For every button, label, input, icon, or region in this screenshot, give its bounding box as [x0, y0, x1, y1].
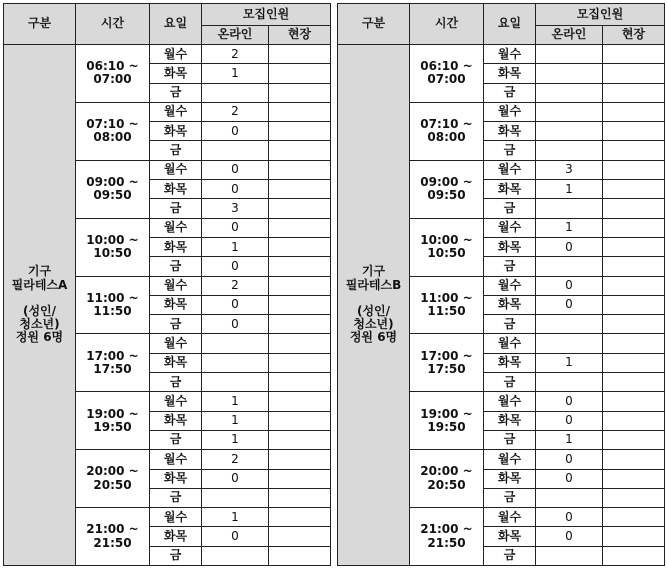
time-end: 21:50 — [427, 535, 466, 550]
time-end: 08:00 — [427, 130, 466, 145]
online-count-cell — [202, 334, 269, 353]
online-count-cell: 1 — [202, 392, 269, 411]
day-cell: 화목 — [484, 180, 536, 199]
onsite-count-cell — [269, 546, 331, 565]
day-cell: 화목 — [484, 469, 536, 488]
time-start: 07:10 ~ — [86, 117, 139, 132]
time-start: 19:00 ~ — [86, 406, 139, 421]
day-cell: 월수 — [484, 334, 536, 353]
category-line: (성인/ — [22, 304, 57, 318]
schedule-table-b — [337, 3, 665, 566]
day-cell: 화목 — [484, 353, 536, 372]
time-end: 21:50 — [93, 535, 132, 550]
time-cell — [410, 334, 484, 392]
onsite-count-cell — [269, 353, 331, 372]
day-cell: 월수 — [150, 102, 202, 121]
category-line: 필라테스A — [11, 277, 68, 292]
onsite-count-cell — [269, 295, 331, 314]
day-cell: 화목 — [150, 411, 202, 430]
day-cell: 금 — [484, 546, 536, 565]
time-cell — [76, 45, 150, 103]
day-cell: 월수 — [150, 334, 202, 353]
day-cell: 화목 — [150, 122, 202, 141]
time-start: 19:00 ~ — [420, 406, 473, 421]
day-cell: 화목 — [150, 237, 202, 256]
time-start: 09:00 ~ — [420, 175, 473, 190]
online-count-cell: 1 — [536, 218, 603, 237]
onsite-count-cell — [269, 64, 331, 83]
online-count-cell — [536, 199, 603, 218]
time-cell — [76, 334, 150, 392]
onsite-count-cell — [269, 276, 331, 295]
time-cell — [410, 276, 484, 334]
online-count-cell: 1 — [202, 64, 269, 83]
time-cell — [410, 508, 484, 566]
day-cell: 금 — [484, 83, 536, 102]
online-count-cell: 0 — [536, 295, 603, 314]
category-line: (성인/ — [356, 304, 391, 318]
online-count-cell: 0 — [202, 257, 269, 276]
online-count-cell — [202, 546, 269, 565]
onsite-count-cell — [603, 373, 665, 392]
time-start: 07:10 ~ — [420, 117, 473, 132]
online-count-cell: 0 — [202, 315, 269, 334]
time-cell — [76, 392, 150, 450]
time-cell — [410, 45, 484, 103]
category-line: 청소년) — [353, 317, 394, 332]
online-count-cell — [202, 488, 269, 507]
category-header: 구분 — [4, 4, 76, 45]
onsite-count-cell — [603, 488, 665, 507]
day-cell: 월수 — [484, 102, 536, 121]
day-cell: 금 — [150, 546, 202, 565]
onsite-count-cell — [269, 102, 331, 121]
onsite-count-cell — [603, 334, 665, 353]
online-count-cell — [202, 373, 269, 392]
onsite-count-cell — [269, 373, 331, 392]
day-cell: 월수 — [484, 392, 536, 411]
onsite-count-cell — [603, 315, 665, 334]
day-cell: 화목 — [484, 64, 536, 83]
day-cell: 월수 — [150, 45, 202, 64]
day-cell: 화목 — [150, 295, 202, 314]
onsite-count-cell — [269, 45, 331, 64]
table-row — [4, 45, 331, 64]
time-start: 21:00 ~ — [420, 522, 473, 537]
onsite-count-cell — [269, 411, 331, 430]
day-cell: 화목 — [150, 180, 202, 199]
online-count-cell — [536, 334, 603, 353]
online-count-cell: 0 — [202, 469, 269, 488]
onsite-count-cell — [269, 488, 331, 507]
onsite-count-cell — [603, 102, 665, 121]
online-count-cell: 2 — [202, 102, 269, 121]
time-end: 19:50 — [93, 419, 132, 434]
header-row — [338, 4, 665, 26]
online-count-cell: 1 — [536, 180, 603, 199]
online-count-cell — [536, 488, 603, 507]
onsite-count-cell — [603, 430, 665, 449]
time-start: 06:10 ~ — [420, 59, 473, 74]
onsite-count-cell — [603, 83, 665, 102]
category-header: 구분 — [338, 4, 410, 45]
online-count-cell: 0 — [536, 411, 603, 430]
time-start: 10:00 ~ — [86, 232, 139, 247]
onsite-count-cell — [269, 83, 331, 102]
day-cell: 월수 — [484, 160, 536, 179]
day-cell: 화목 — [484, 237, 536, 256]
header-row — [4, 4, 331, 26]
online-count-cell — [536, 373, 603, 392]
time-cell — [410, 102, 484, 160]
day-cell: 월수 — [484, 450, 536, 469]
onsite-count-cell — [269, 122, 331, 141]
online-count-cell — [202, 141, 269, 160]
onsite-count-cell — [269, 199, 331, 218]
time-start: 10:00 ~ — [420, 232, 473, 247]
onsite-count-cell — [269, 257, 331, 276]
onsite-header: 현장 — [269, 26, 331, 45]
online-count-cell — [536, 45, 603, 64]
time-cell — [410, 160, 484, 218]
time-end: 20:50 — [427, 477, 466, 492]
time-cell — [410, 218, 484, 276]
onsite-count-cell — [603, 469, 665, 488]
onsite-count-cell — [603, 411, 665, 430]
onsite-count-cell — [603, 295, 665, 314]
day-cell: 화목 — [150, 353, 202, 372]
day-cell: 금 — [484, 315, 536, 334]
time-end: 17:50 — [427, 361, 466, 376]
category-line: 정원 6명 — [15, 330, 64, 345]
day-cell: 금 — [150, 141, 202, 160]
online-count-cell: 0 — [536, 237, 603, 256]
recruit-header: 모집인원 — [536, 4, 665, 26]
day-cell: 금 — [150, 83, 202, 102]
online-count-cell — [202, 353, 269, 372]
day-cell: 금 — [150, 488, 202, 507]
time-end: 07:00 — [427, 72, 466, 87]
time-start: 11:00 ~ — [86, 290, 139, 305]
day-cell: 금 — [150, 199, 202, 218]
online-count-cell: 0 — [202, 218, 269, 237]
onsite-count-cell — [603, 353, 665, 372]
day-cell: 화목 — [484, 527, 536, 546]
time-end: 10:50 — [93, 246, 132, 261]
online-count-cell: 1 — [202, 508, 269, 527]
online-count-cell: 1 — [202, 430, 269, 449]
onsite-count-cell — [269, 315, 331, 334]
day-cell: 금 — [484, 488, 536, 507]
onsite-count-cell — [269, 237, 331, 256]
online-count-cell: 1 — [202, 411, 269, 430]
time-start: 06:10 ~ — [86, 59, 139, 74]
onsite-count-cell — [269, 508, 331, 527]
day-cell: 금 — [150, 315, 202, 334]
online-count-cell: 0 — [536, 450, 603, 469]
onsite-count-cell — [603, 218, 665, 237]
time-end: 08:00 — [93, 130, 132, 145]
online-count-cell — [536, 64, 603, 83]
online-count-cell: 1 — [202, 237, 269, 256]
onsite-count-cell — [603, 160, 665, 179]
category-line: 정원 6명 — [349, 330, 398, 345]
online-header: 온라인 — [202, 26, 269, 45]
category-cell — [4, 45, 76, 566]
time-start: 09:00 ~ — [86, 175, 139, 190]
category-cell — [338, 45, 410, 566]
onsite-count-cell — [269, 218, 331, 237]
day-cell: 금 — [150, 257, 202, 276]
onsite-count-cell — [269, 334, 331, 353]
time-end: 20:50 — [93, 477, 132, 492]
day-cell: 금 — [484, 199, 536, 218]
time-cell — [76, 160, 150, 218]
onsite-count-cell — [603, 276, 665, 295]
online-count-cell: 0 — [536, 508, 603, 527]
onsite-count-cell — [603, 64, 665, 83]
time-cell — [76, 450, 150, 508]
time-end: 09:50 — [427, 188, 466, 203]
onsite-count-cell — [603, 392, 665, 411]
online-count-cell: 0 — [202, 122, 269, 141]
online-count-cell — [536, 122, 603, 141]
online-count-cell: 0 — [536, 392, 603, 411]
online-count-cell — [536, 546, 603, 565]
onsite-count-cell — [603, 45, 665, 64]
online-header: 온라인 — [536, 26, 603, 45]
time-end: 10:50 — [427, 246, 466, 261]
day-cell: 월수 — [150, 450, 202, 469]
online-count-cell: 0 — [202, 160, 269, 179]
day-cell: 화목 — [484, 122, 536, 141]
day-cell: 화목 — [150, 527, 202, 546]
online-count-cell: 0 — [202, 180, 269, 199]
time-cell — [76, 276, 150, 334]
day-cell: 금 — [150, 430, 202, 449]
time-start: 17:00 ~ — [420, 348, 473, 363]
category-line: 청소년) — [19, 317, 60, 332]
onsite-header: 현장 — [603, 26, 665, 45]
onsite-count-cell — [269, 160, 331, 179]
day-cell: 월수 — [150, 276, 202, 295]
onsite-count-cell — [269, 180, 331, 199]
day-cell: 금 — [484, 257, 536, 276]
onsite-count-cell — [603, 450, 665, 469]
onsite-count-cell — [269, 527, 331, 546]
day-header: 요일 — [484, 4, 536, 45]
onsite-count-cell — [269, 469, 331, 488]
online-count-cell — [202, 83, 269, 102]
onsite-count-cell — [603, 527, 665, 546]
onsite-count-cell — [603, 180, 665, 199]
day-cell: 금 — [484, 430, 536, 449]
day-cell: 금 — [484, 141, 536, 160]
onsite-count-cell — [603, 257, 665, 276]
online-count-cell: 0 — [536, 469, 603, 488]
onsite-count-cell — [603, 237, 665, 256]
category-line: 기구 — [27, 264, 52, 279]
time-cell — [410, 450, 484, 508]
day-cell: 월수 — [150, 218, 202, 237]
online-count-cell: 0 — [536, 527, 603, 546]
table-row — [338, 45, 665, 64]
online-count-cell — [536, 102, 603, 121]
day-cell: 월수 — [150, 160, 202, 179]
online-count-cell: 2 — [202, 45, 269, 64]
time-end: 11:50 — [427, 304, 466, 318]
day-cell: 금 — [484, 373, 536, 392]
online-count-cell — [536, 257, 603, 276]
recruit-header: 모집인원 — [202, 4, 331, 26]
online-count-cell: 0 — [202, 295, 269, 314]
time-start: 21:00 ~ — [86, 522, 139, 537]
day-cell: 월수 — [484, 218, 536, 237]
time-cell — [76, 508, 150, 566]
onsite-count-cell — [269, 450, 331, 469]
online-count-cell: 1 — [536, 430, 603, 449]
time-start: 17:00 ~ — [86, 348, 139, 363]
onsite-count-cell — [603, 122, 665, 141]
onsite-count-cell — [603, 508, 665, 527]
time-start: 20:00 ~ — [420, 464, 473, 479]
day-cell: 화목 — [150, 469, 202, 488]
time-start: 20:00 ~ — [86, 464, 139, 479]
day-header: 요일 — [150, 4, 202, 45]
onsite-count-cell — [269, 141, 331, 160]
day-cell: 월수 — [484, 45, 536, 64]
time-end: 19:50 — [427, 419, 466, 434]
online-count-cell: 3 — [202, 199, 269, 218]
online-count-cell — [536, 83, 603, 102]
time-cell — [410, 392, 484, 450]
time-cell — [76, 102, 150, 160]
day-cell: 월수 — [484, 508, 536, 527]
online-count-cell — [536, 315, 603, 334]
time-start: 11:00 ~ — [420, 290, 473, 305]
onsite-count-cell — [269, 430, 331, 449]
day-cell: 화목 — [484, 411, 536, 430]
day-cell: 화목 — [150, 64, 202, 83]
day-cell: 월수 — [150, 392, 202, 411]
onsite-count-cell — [269, 392, 331, 411]
time-end: 17:50 — [93, 361, 132, 376]
time-header: 시간 — [76, 4, 150, 45]
time-header: 시간 — [410, 4, 484, 45]
day-cell: 화목 — [484, 295, 536, 314]
schedule-table-a — [3, 3, 331, 566]
schedule-table-b-wrapper — [337, 3, 665, 566]
time-end: 07:00 — [93, 72, 132, 87]
category-line: 필라테스B — [345, 277, 402, 292]
day-cell: 월수 — [484, 276, 536, 295]
online-count-cell: 2 — [202, 276, 269, 295]
online-count-cell: 1 — [536, 353, 603, 372]
onsite-count-cell — [603, 199, 665, 218]
category-line: 기구 — [361, 264, 386, 279]
online-count-cell: 3 — [536, 160, 603, 179]
onsite-count-cell — [603, 546, 665, 565]
day-cell: 월수 — [150, 508, 202, 527]
time-cell — [76, 218, 150, 276]
time-end: 09:50 — [93, 188, 132, 203]
time-end: 11:50 — [93, 304, 132, 318]
online-count-cell: 0 — [536, 276, 603, 295]
online-count-cell: 0 — [202, 527, 269, 546]
schedule-table-a-wrapper — [3, 3, 331, 566]
day-cell: 금 — [150, 373, 202, 392]
online-count-cell — [536, 141, 603, 160]
onsite-count-cell — [603, 141, 665, 160]
online-count-cell: 2 — [202, 450, 269, 469]
